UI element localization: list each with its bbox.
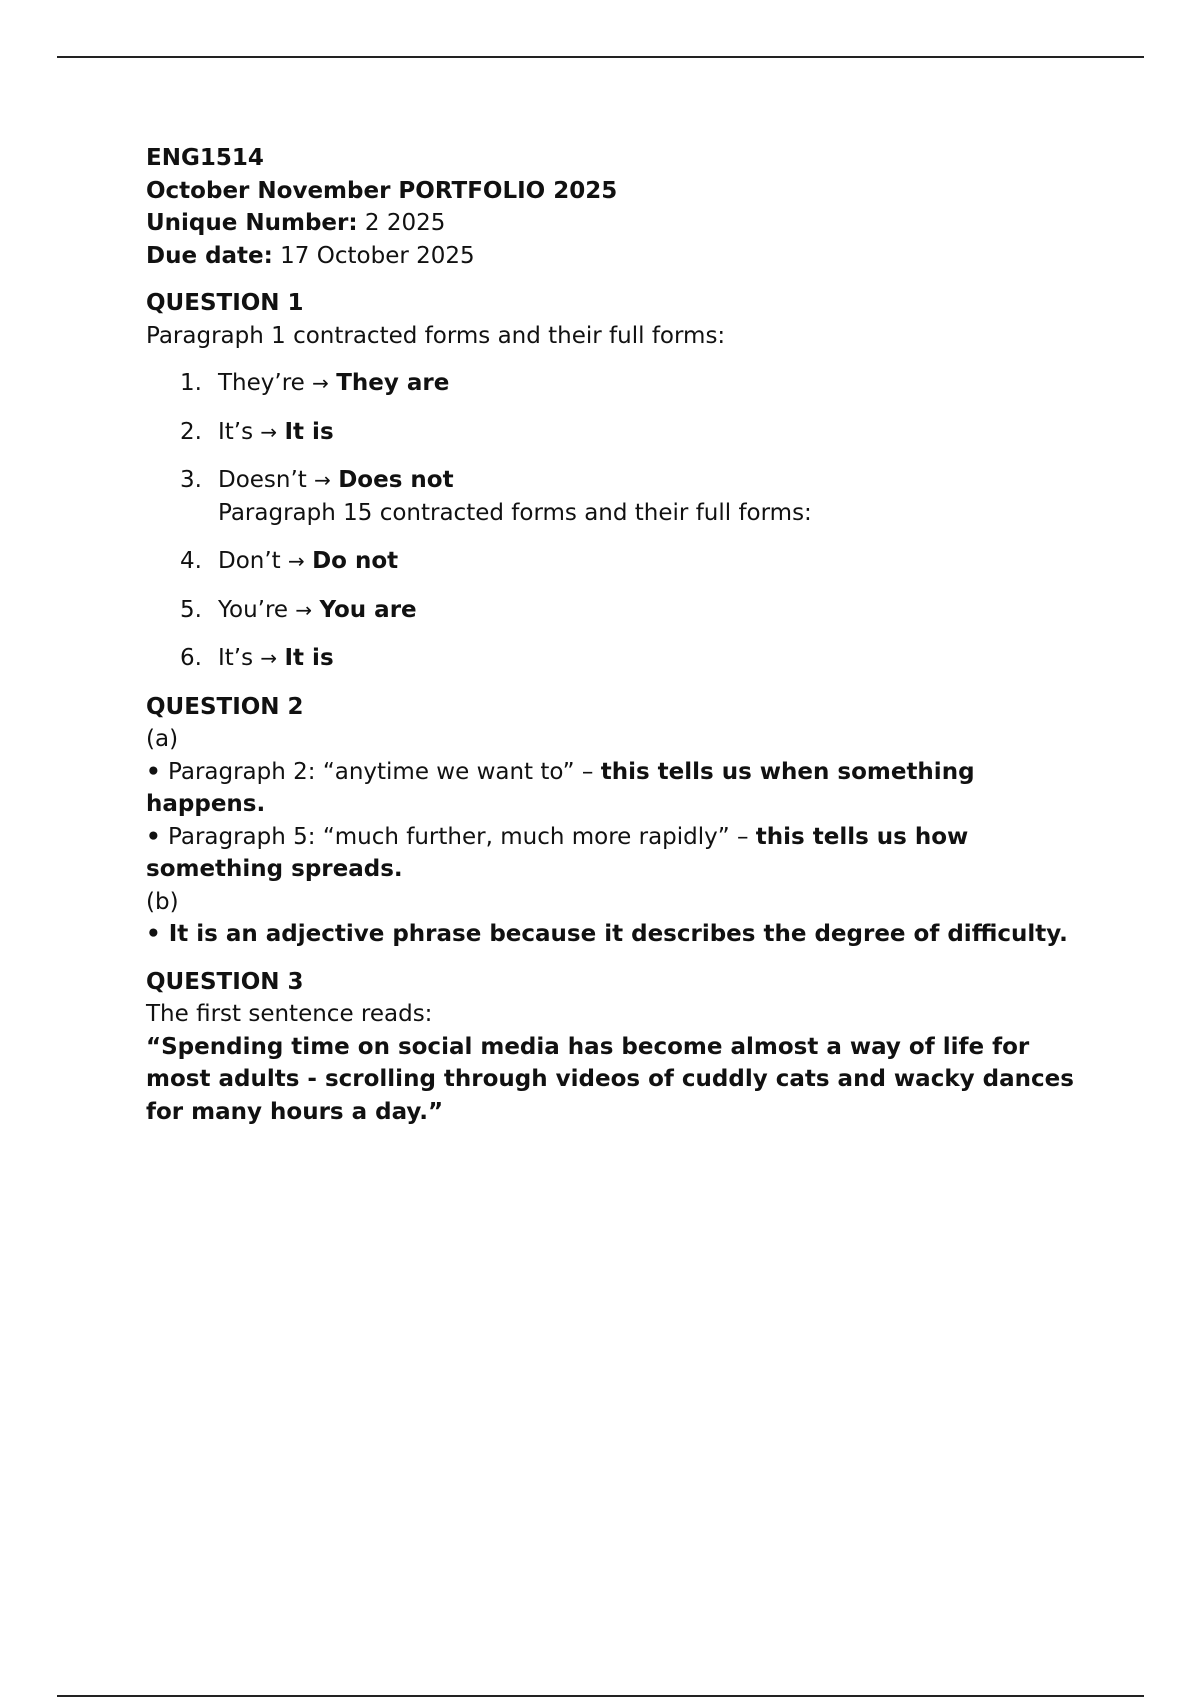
document-body xyxy=(146,142,1086,1128)
answer-a2 xyxy=(146,821,1086,886)
list-item xyxy=(146,464,1086,529)
contracted-form: It’s xyxy=(218,645,254,671)
list-item xyxy=(146,545,1086,578)
part-a-label: (a) xyxy=(146,726,179,752)
list-item xyxy=(146,642,1086,675)
answer-a1 xyxy=(146,756,1086,821)
question-2-heading: QUESTION 2 xyxy=(146,693,304,720)
list-item xyxy=(146,416,1086,449)
unique-number-line xyxy=(146,207,1086,240)
arrow-right-icon: → xyxy=(288,549,305,573)
unique-number-label: Unique Number: xyxy=(146,210,358,236)
arrow-right-icon: → xyxy=(314,468,331,492)
list-number: 2. xyxy=(180,418,202,445)
list-number: 6. xyxy=(180,645,202,671)
full-form: They are xyxy=(336,370,450,396)
contracted-forms-list xyxy=(146,367,1086,675)
bullet-icon: • xyxy=(146,823,161,850)
bottom-divider xyxy=(57,1695,1144,1697)
question-3-heading: QUESTION 3 xyxy=(146,968,304,995)
arrow-right-icon: → xyxy=(312,371,329,395)
question-1-intro: Paragraph 1 contracted forms and their full forms: xyxy=(146,322,726,349)
list-item xyxy=(146,594,1086,627)
full-form: Does not xyxy=(338,467,454,493)
question-3-intro: The first sentence reads: xyxy=(146,1001,433,1027)
answer-a2-explanation: this tells us how something spreads. xyxy=(146,823,969,882)
arrow-right-icon: → xyxy=(260,646,278,670)
answer-a1-explanation: this tells us when something happens. xyxy=(146,758,975,817)
list-number: 3. xyxy=(180,467,202,493)
answer-b1 xyxy=(146,918,1086,951)
due-date-label: Due date: xyxy=(146,242,273,269)
course-code: ENG1514 xyxy=(146,145,264,171)
full-form: Do not xyxy=(312,548,399,574)
full-form: You are xyxy=(319,596,417,623)
arrow-right-icon: → xyxy=(295,597,313,622)
paragraph-15-intro: Paragraph 15 contracted forms and their full forms: xyxy=(218,499,812,526)
list-number: 4. xyxy=(180,548,202,574)
answer-b1-text: It is an adjective phrase because it describes the degree of difficulty. xyxy=(160,921,1068,947)
due-date-value: 17 October 2025 xyxy=(280,242,475,269)
question-1-heading: QUESTION 1 xyxy=(146,290,304,316)
arrow-right-icon: → xyxy=(260,419,278,444)
due-date-line xyxy=(146,240,1086,273)
top-divider xyxy=(57,56,1144,58)
full-form: It is xyxy=(284,418,334,445)
list-number: 1. xyxy=(180,370,202,396)
list-number: 5. xyxy=(180,596,202,623)
contracted-form: They’re xyxy=(218,370,305,396)
bullet-icon: • xyxy=(146,758,161,785)
contracted-form: You’re xyxy=(218,596,289,623)
answer-a2-text: Paragraph 5: “much further, much more rapidly” – xyxy=(160,823,756,850)
part-b-label: (b) xyxy=(146,888,179,915)
list-item xyxy=(146,367,1086,400)
portfolio-title: October November PORTFOLIO 2025 xyxy=(146,177,618,204)
unique-number-value: 2 2025 xyxy=(364,210,446,236)
bullet-icon: • xyxy=(146,921,161,947)
first-sentence-quote: “Spending time on social media has become almost a way of life for most adults - scrolling through videos of cuddly cats and wacky dances for many hours a day.” xyxy=(146,1033,1074,1125)
contracted-form: It’s xyxy=(218,418,254,445)
contracted-form: Don’t xyxy=(218,548,281,574)
full-form: It is xyxy=(284,645,334,671)
contracted-form: Doesn’t xyxy=(218,467,307,493)
answer-a1-text: Paragraph 2: “anytime we want to” – xyxy=(160,758,601,785)
